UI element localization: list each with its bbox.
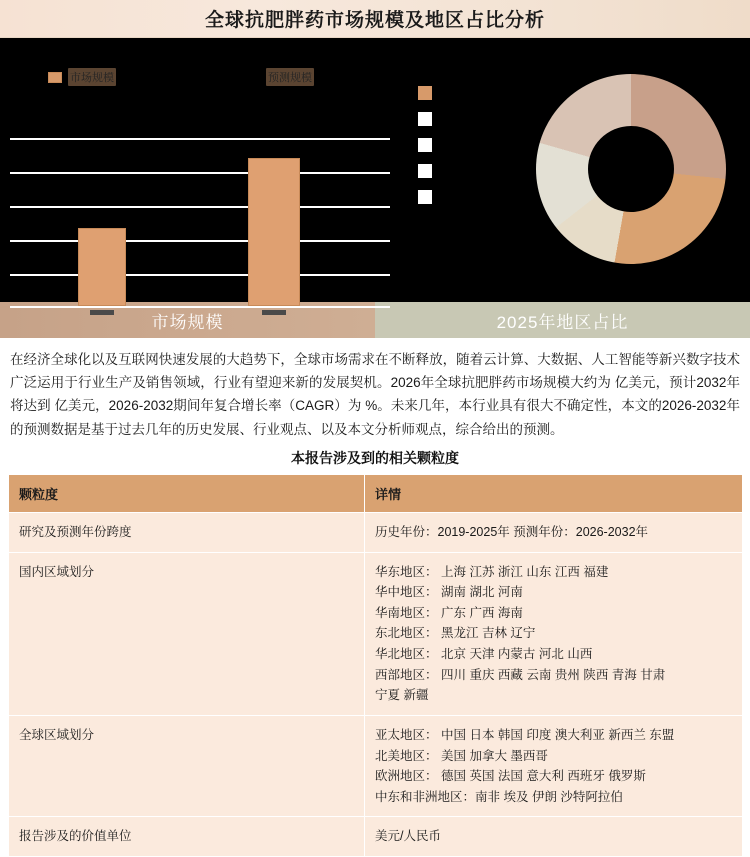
gridline xyxy=(10,274,390,276)
donut-graphic xyxy=(536,74,726,264)
bar-legend-label: 市场规模 xyxy=(68,68,116,86)
x-tick-label-2 xyxy=(262,310,286,315)
donut-legend-swatch-icon xyxy=(418,138,432,152)
row-detail xyxy=(365,552,743,715)
table-row xyxy=(9,512,743,552)
donut-ring xyxy=(536,74,726,264)
bar-chart-legend xyxy=(0,64,410,88)
row-detail xyxy=(365,817,743,857)
table-header-row xyxy=(9,474,743,512)
section-title: 本报告涉及到的相关颗粒度 xyxy=(291,449,459,466)
row-name: 国内区域划分 xyxy=(9,552,365,715)
tab-label: 市场规模 xyxy=(151,312,224,332)
donut-legend-swatch-icon xyxy=(418,112,432,126)
bar-plot-area xyxy=(10,138,390,308)
row-detail xyxy=(365,715,743,817)
table-header-granularity: 颗粒度 xyxy=(9,474,365,512)
bar-legend-label: 预测规模 xyxy=(266,68,314,86)
row-name: 研究及预测年份跨度 xyxy=(9,512,365,552)
intro-paragraph: 在经济全球化以及互联网快速发展的大趋势下，全球市场需求在不断释放，随着云计算、大数据、人工智能等新兴数字技术广泛运用于行业生产及销售领域，行业有望迎来新的发展契机。2026年全球抗肥胖药市场规模大约为 亿美元，预计2032年将达到 亿美元，2026-2032期间年复合增长率（CAGR）为 %。未来几年，本行业具有很大不确定性，本文的2026-2032年的预测数据是基于过去几年的历史发展、行业观点、以及本文分析师观点，综合给出的预测。 xyxy=(10,352,740,437)
detail-line: 美元/人民币 xyxy=(375,829,441,844)
detail-line: 西部地区： 四川 重庆 西藏 云南 贵州 陕西 青海 甘肃 xyxy=(375,667,666,682)
detail-line: 东北地区： 黑龙江 吉林 辽宁 xyxy=(375,626,536,641)
table-row xyxy=(9,715,743,817)
donut-chart xyxy=(410,38,750,302)
detail-line: 中东和非洲地区：南非 埃及 伊朗 沙特阿拉伯 xyxy=(375,789,623,804)
detail-line: 华南地区： 广东 广西 海南 xyxy=(375,605,523,620)
detail-line: 北美地区： 美国 加拿大 墨西哥 xyxy=(375,748,548,763)
page-title: 全球抗肥胖药市场规模及地区占比分析 xyxy=(204,10,545,31)
row-detail xyxy=(365,512,743,552)
tab-region-share[interactable] xyxy=(375,302,750,338)
table-row xyxy=(9,817,743,857)
donut-chart-legend xyxy=(418,86,454,216)
tab-label: 2025年地区占比 xyxy=(496,312,629,332)
bar-legend-item xyxy=(246,68,314,86)
x-axis xyxy=(10,306,390,308)
detail-line: 历史年份：2019-2025年 预测年份：2026-2032年 xyxy=(375,524,649,539)
bar-chart xyxy=(0,38,410,302)
donut-legend-swatch-icon xyxy=(418,190,432,204)
detail-line: 华东地区： 上海 江苏 浙江 山东 江西 福建 xyxy=(375,564,609,579)
detail-line: 亚太地区： 中国 日本 韩国 印度 澳大利亚 新西兰 东盟 xyxy=(375,727,675,742)
detail-line: 华中地区： 湖南 湖北 河南 xyxy=(375,585,523,600)
bar-2025 xyxy=(78,228,126,306)
donut-legend-swatch-icon xyxy=(418,86,432,100)
x-tick-label-1 xyxy=(90,310,114,315)
page-header xyxy=(0,0,750,38)
granularity-table xyxy=(8,474,743,857)
row-name: 全球区域划分 xyxy=(9,715,365,817)
row-name: 报告涉及的价值单位 xyxy=(9,817,365,857)
gridline xyxy=(10,240,390,242)
gridline xyxy=(10,138,390,140)
detail-line: 宁夏 新疆 xyxy=(375,688,429,703)
donut-legend-swatch-icon xyxy=(418,164,432,178)
bar-2032 xyxy=(248,158,300,306)
detail-line: 欧洲地区： 德国 英国 法国 意大利 西班牙 俄罗斯 xyxy=(375,769,646,784)
gridline xyxy=(10,206,390,208)
detail-line: 华北地区： 北京 天津 内蒙古 河北 山西 xyxy=(375,647,593,661)
table-header-detail: 详情 xyxy=(365,474,743,512)
gridline xyxy=(10,172,390,174)
charts-band xyxy=(0,38,750,302)
bar-legend-item xyxy=(48,68,116,86)
table-row xyxy=(9,552,743,715)
legend-swatch-icon xyxy=(48,72,62,83)
